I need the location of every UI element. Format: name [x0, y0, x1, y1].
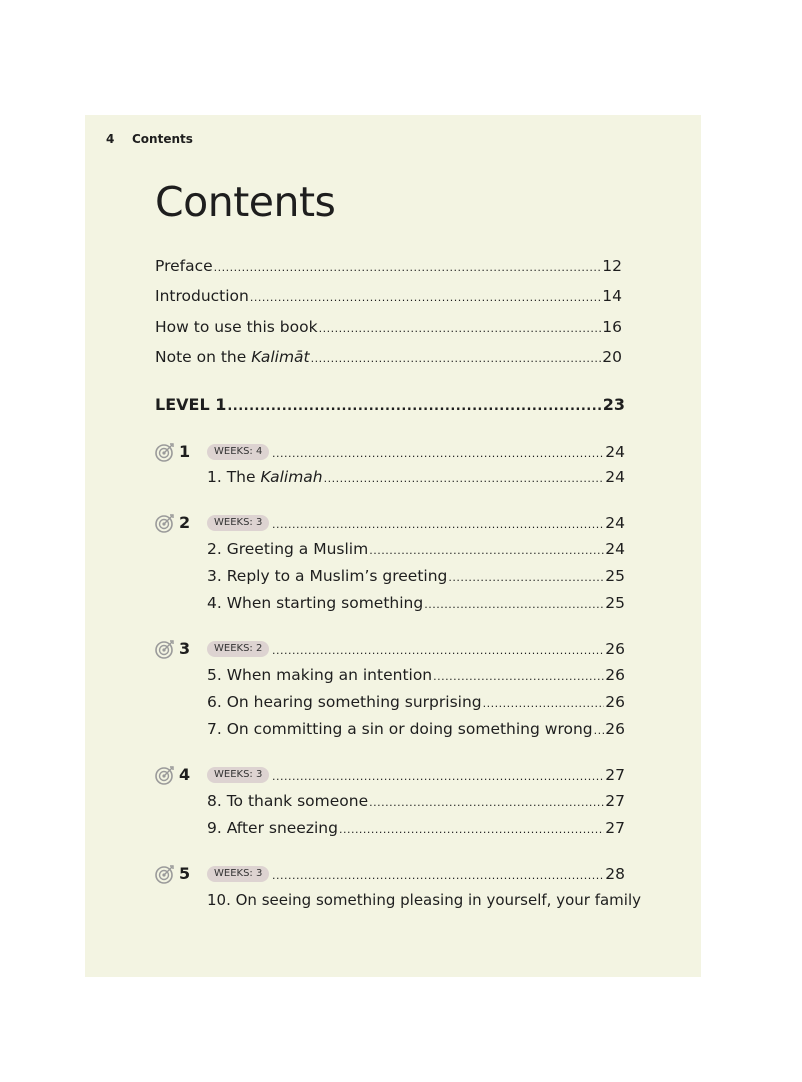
toc-entry-how-to-use[interactable]: How to use this book ..... 16 [155, 316, 622, 338]
dot-leader [594, 720, 605, 742]
toc-entry-preface[interactable]: Preface ..... 12 [155, 255, 622, 277]
toc-entry-unit-4[interactable]: ..... 27 [271, 764, 625, 786]
toc-entry-lesson-7[interactable]: 7. On committing a sin or doing something wrong ..... 26 [207, 718, 625, 740]
dot-leader [319, 318, 602, 340]
unit-number: 2 [179, 513, 191, 532]
unit-number: 1 [179, 442, 191, 461]
dot-leader [448, 567, 604, 589]
toc-entry-unit-5[interactable]: ..... 28 [271, 863, 625, 885]
weeks-badge: WEEKS: 2 [207, 641, 269, 657]
target-icon [155, 765, 175, 785]
toc-entry-level-1[interactable]: LEVEL 1 ..... 23 [155, 394, 625, 416]
weeks-badge: WEEKS: 3 [207, 866, 269, 882]
target-icon [155, 442, 175, 462]
dot-leader [424, 594, 604, 616]
dot-leader [483, 693, 605, 715]
weeks-badge: WEEKS: 4 [207, 444, 269, 460]
dot-leader [311, 348, 602, 370]
target-icon [155, 513, 175, 533]
target-icon [155, 639, 175, 659]
dot-leader [272, 514, 604, 536]
dot-leader [433, 666, 604, 688]
dot-leader [227, 396, 601, 418]
dot-leader [272, 766, 604, 788]
unit-number: 5 [179, 864, 191, 883]
toc-entry-lesson-8[interactable]: 8. To thank someone ..... 27 [207, 790, 625, 812]
target-icon [155, 864, 175, 884]
page-number: 4 [106, 132, 115, 146]
toc-entry-unit-1[interactable]: ..... 24 [271, 441, 625, 463]
toc-entry-introduction[interactable]: Introduction ..... 14 [155, 285, 622, 307]
weeks-badge: WEEKS: 3 [207, 767, 269, 783]
dot-leader [324, 468, 605, 490]
unit-number: 3 [179, 639, 191, 658]
dot-leader [339, 819, 604, 841]
dot-leader [369, 540, 604, 562]
weeks-badge: WEEKS: 3 [207, 515, 269, 531]
dot-leader [214, 257, 602, 279]
toc-entry-lesson-4[interactable]: 4. When starting something ..... 25 [207, 592, 625, 614]
running-head [106, 132, 193, 146]
toc-entry-lesson-9[interactable]: 9. After sneezing ..... 27 [207, 817, 625, 839]
page-title: Contents [155, 178, 336, 226]
dot-leader [250, 287, 601, 309]
toc-entry-lesson-2[interactable]: 2. Greeting a Muslim ..... 24 [207, 538, 625, 560]
toc-entry-lesson-5[interactable]: 5. When making an intention ..... 26 [207, 664, 625, 686]
toc-entry-unit-2[interactable]: ..... 24 [271, 512, 625, 534]
toc-entry-lesson-3[interactable]: 3. Reply to a Muslim’s greeting ..... 25 [207, 565, 625, 587]
toc-entry-lesson-6[interactable]: 6. On hearing something surprising ..... 26 [207, 691, 625, 713]
dot-leader [369, 792, 604, 814]
dot-leader [272, 865, 604, 887]
running-head-title: Contents [132, 132, 193, 146]
toc-entry-lesson-10[interactable]: 10. On seeing something pleasing in yourself, your family [207, 891, 642, 909]
toc-entry-unit-3[interactable]: ..... 26 [271, 638, 625, 660]
toc-entry-lesson-1[interactable]: 1. The Kalimah ..... 24 [207, 466, 625, 488]
toc-entry-note-on-kalimat[interactable]: Note on the Kalimāt ..... 20 [155, 346, 622, 368]
dot-leader [272, 640, 604, 662]
unit-number: 4 [179, 765, 191, 784]
dot-leader [272, 443, 604, 465]
